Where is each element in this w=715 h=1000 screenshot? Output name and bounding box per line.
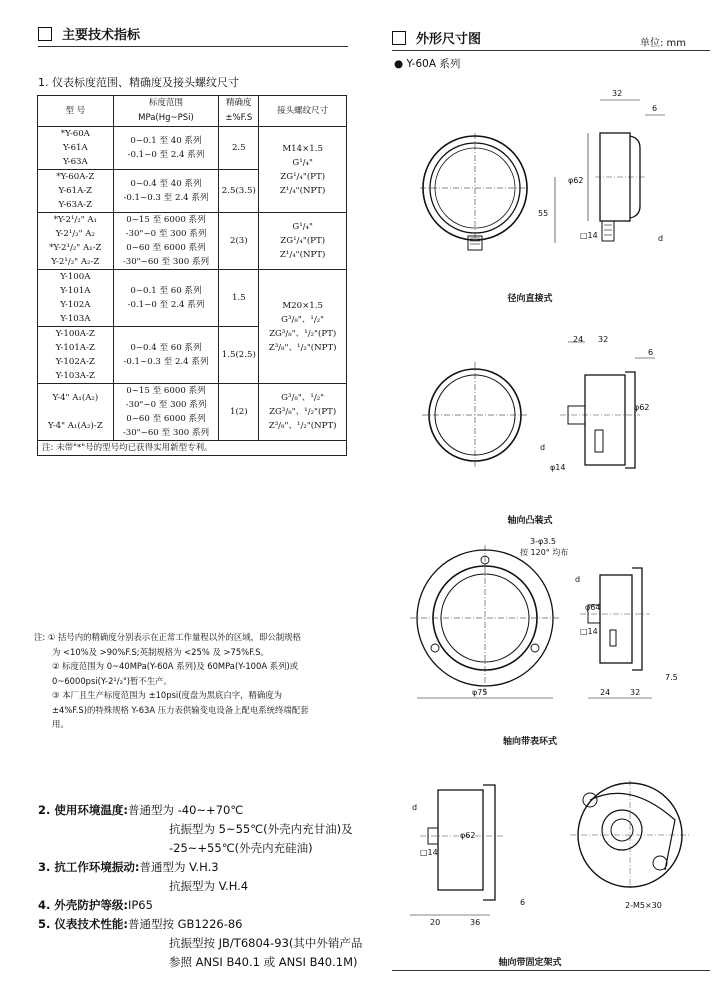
thread-cell [259, 127, 347, 213]
gauge-front-view [410, 545, 560, 698]
accuracy-cell: 1.5(2.5) [219, 327, 259, 384]
thread-value: G³/₈"、¹/₂" [281, 393, 325, 403]
dim-label: φ75 [472, 688, 488, 697]
range-value: -30"~60 至 300 系列 [122, 257, 210, 267]
range-cell [113, 170, 219, 213]
dim-label: 3-φ3.5 [530, 537, 556, 546]
dim-label: □14 [580, 231, 598, 240]
note-line: 注: ① 括号内的精确度分别表示在正常工作量程以外的区域，即公制规格 [34, 632, 301, 642]
model-name: Y-63A [62, 157, 88, 167]
specs-section-header [38, 24, 140, 43]
dim-label: 2-M5×30 [625, 901, 662, 910]
model-name: Y-102A [60, 300, 91, 310]
model-cell [38, 213, 114, 270]
prop-performance [38, 915, 363, 934]
dim-label: φ62 [634, 403, 650, 412]
thread-value: ZG³/₈"、¹/₂"(PT) [269, 328, 337, 339]
note-line: 为 <10%及 >90%F.S;英制规格为 <25% 及 >75%F.S。 [52, 646, 269, 657]
series-name: Y-60A 系列 [406, 58, 461, 70]
thread-value: G¹/₄" [292, 222, 313, 232]
model-name: Y-100A [60, 272, 91, 282]
model-name: Y-102A-Z [55, 357, 95, 367]
header-model: 型 号 [38, 96, 114, 127]
table-footnote-row [38, 441, 347, 456]
thread-value: Z³/₈"、¹/₂"(NPT) [268, 342, 337, 353]
thread-value: G³/₈"、¹/₂" [281, 314, 325, 325]
range-cell [113, 270, 219, 327]
range-value: -30"~0 至 300 系列 [125, 400, 207, 410]
model-name: *Y-2¹/₂" A₁ [53, 215, 98, 225]
model-name: Y-61A-Z [58, 186, 93, 196]
dim-label: □14 [580, 627, 598, 636]
thread-value: Z¹/₄"(NPT) [279, 185, 326, 196]
table-row [38, 270, 347, 327]
table-row [38, 384, 347, 441]
prop-value: 抗振型按 JB/T6804-93(其中外销产品 [169, 936, 363, 950]
dim-label: 32 [612, 89, 623, 98]
dim-label: d [658, 234, 664, 243]
prop-vibration [38, 858, 363, 877]
thread-cell [259, 384, 347, 441]
accuracy-cell: 1.5 [219, 270, 259, 327]
header-accuracy-unit: ±%F.S [225, 113, 253, 123]
dim-label: 32 [598, 335, 609, 344]
dim-label: φ14 [550, 463, 566, 472]
dim-label: 55 [538, 209, 549, 218]
header-range-label: 标度范围 [148, 98, 183, 108]
section-divider [38, 46, 348, 47]
range-value: 0~15 至 6000 系列 [126, 386, 206, 396]
series-label [394, 56, 460, 71]
dim-label: 7.5 [665, 673, 678, 682]
diagram-axial-bracket [390, 760, 715, 950]
table-title: 1. 仪表标度范围、精确度及接头螺纹尺寸 [38, 76, 239, 89]
diagram-axial-boss [390, 330, 715, 510]
range-cell [113, 327, 219, 384]
note-line: 0~6000psi(Y-2¹/₂")暂不生产。 [52, 675, 172, 686]
model-cell [38, 170, 114, 213]
range-value: -0.1~0.3 至 2.4 系列 [123, 193, 209, 203]
dim-label: 36 [470, 918, 481, 927]
accuracy-cell: 1(2) [219, 384, 259, 441]
table-header-row [38, 96, 347, 127]
range-value: 0~0.4 至 60 系列 [130, 343, 202, 353]
section-checkbox-icon [392, 31, 406, 45]
prop-value: 参照 ANSI B40.1 或 ANSI B40.1M) [169, 955, 358, 969]
table-row [38, 127, 347, 170]
thread-value: ZG³/₈"、¹/₂"(PT) [269, 407, 337, 417]
dimension-section-title: 外形尺寸图 [416, 32, 482, 47]
prop-value: 普通型为 -40~+70℃ [127, 803, 244, 817]
accuracy-cell: 2.5 [219, 127, 259, 170]
dim-label: 6 [652, 104, 658, 113]
note-line: ③ 本厂且生产标度范围为 ±10psi(度盘为黑底白字，精确度为 [52, 690, 283, 700]
dim-label: φ62 [460, 831, 476, 840]
dim-label: 32 [630, 688, 641, 697]
diagram-caption: 轴向凸装式 [507, 516, 553, 526]
model-name: Y-4" A₁(A₂)-Z [48, 421, 103, 431]
note-line: 用。 [52, 719, 69, 729]
properties-block [38, 801, 363, 972]
model-name: Y-101A-Z [55, 343, 95, 353]
range-value: -0.1~0.3 至 2.4 系列 [123, 357, 209, 367]
dim-label: 6 [648, 348, 654, 357]
header-range [113, 96, 219, 127]
range-value: 0~0.4 至 40 系列 [130, 179, 202, 189]
thread-value: Z³/₈"、¹/₂"(NPT) [268, 421, 337, 431]
prop-temperature [38, 801, 363, 820]
prop-label: 2. 使用环境温度: [38, 803, 128, 817]
header-accuracy [219, 96, 259, 127]
thread-value: ZG¹/₄"(PT) [280, 171, 326, 182]
prop-value: IP65 [127, 898, 153, 912]
dimension-section-header [392, 28, 481, 47]
header-accuracy-label: 精确度 [226, 98, 252, 108]
dim-label: φ64 [585, 603, 601, 612]
thread-value: G¹/₄" [292, 157, 313, 168]
diagram-caption: 径向直接式 [507, 294, 553, 304]
model-cell [38, 270, 114, 327]
dim-label: d [412, 803, 418, 812]
prop-label: 5. 仪表技术性能: [38, 917, 128, 931]
notes-block [34, 630, 349, 732]
section-checkbox-icon [38, 27, 52, 41]
model-cell [38, 327, 114, 384]
model-name: Y-103A-Z [55, 371, 95, 381]
model-name: Y-103A [60, 314, 91, 324]
dim-label: d [575, 575, 581, 584]
model-name: Y-61A [62, 143, 88, 153]
range-value: -30"~60 至 300 系列 [122, 428, 210, 438]
diagram-axial-ring [390, 530, 715, 730]
model-name: Y-2¹/₂" A₂-Z [51, 257, 100, 267]
thread-value: ZG¹/₄"(PT) [280, 236, 326, 246]
model-name: Y-63A-Z [58, 200, 93, 210]
accuracy-cell: 2.5(3.5) [219, 170, 259, 213]
range-value: 0~60 至 6000 系列 [126, 414, 206, 424]
prop-value: -25~+55℃(外壳内充硅油) [169, 841, 313, 855]
range-cell [113, 213, 219, 270]
thread-cell [259, 213, 347, 270]
range-value: 0~60 至 6000 系列 [126, 243, 206, 253]
dim-label: 按 120° 均布 [520, 548, 569, 557]
range-cell [113, 127, 219, 170]
thread-value: M14×1.5 [282, 143, 323, 154]
section-divider [392, 50, 710, 51]
dim-label: □14 [420, 848, 438, 857]
specs-section-title: 主要技术指标 [62, 28, 141, 43]
prop-label: 3. 抗工作环境振动: [38, 860, 140, 874]
dim-label: 6 [520, 898, 526, 907]
gauge-front-view [420, 133, 530, 250]
bullet-icon: ● [394, 58, 404, 70]
dim-label: 24 [573, 335, 584, 344]
prop-protection [38, 896, 363, 915]
thread-value: Z¹/₄"(NPT) [279, 250, 326, 260]
prop-value: 普通型按 GB1226-86 [127, 917, 243, 931]
spec-table [37, 95, 347, 456]
range-value: -0.1~0 至 2.4 系列 [127, 300, 205, 310]
model-cell [38, 384, 114, 441]
note-line: ±4%F.S)的特殊规格 Y-63A 压力表供输变电设备上配电系统终端配套 [52, 704, 309, 715]
prop-value: 抗振型为 5~55℃(外壳内充甘油)及 [169, 822, 353, 836]
range-value: -0.1~0 至 2.4 系列 [127, 150, 205, 160]
range-cell [113, 384, 219, 441]
accuracy-cell: 2(3) [219, 213, 259, 270]
range-value: -30"~0 至 300 系列 [125, 229, 207, 239]
dim-label: 24 [600, 688, 611, 697]
header-thread: 接头螺纹尺寸 [259, 96, 347, 127]
range-value: 0~0.1 至 60 系列 [130, 286, 202, 296]
unit-label: 单位: mm [640, 38, 687, 49]
range-value: 0~15 至 6000 系列 [126, 215, 206, 225]
note-line: ② 标度范围为 0~40MPa(Y-60A 系列)及 60MPa(Y-100A 系列)或 [52, 661, 299, 671]
prop-value: 普通型为 V.H.3 [139, 860, 219, 874]
dim-label: 20 [430, 918, 441, 927]
dim-label: d [540, 443, 546, 452]
prop-label: 4. 外壳防护等级: [38, 898, 128, 912]
prop-value: 抗振型为 V.H.4 [169, 879, 249, 893]
gauge-front-view [422, 362, 528, 468]
table-row [38, 213, 347, 270]
model-name: Y-2¹/₂" A₂ [55, 229, 95, 239]
range-value: 0~0.1 至 40 系列 [130, 136, 202, 146]
model-name: *Y-60A-Z [56, 172, 95, 182]
model-name: *Y-60A [60, 129, 90, 139]
diagram-radial-direct [390, 78, 715, 288]
model-name: *Y-2¹/₂" A₁-Z [49, 243, 102, 253]
bottom-divider [392, 970, 710, 971]
thread-value: M20×1.5 [282, 300, 323, 311]
dim-label: φ62 [568, 176, 584, 185]
diagram-caption: 轴向带固定架式 [498, 958, 562, 968]
thread-cell [259, 270, 347, 384]
header-range-unit: MPa(Hg~PSi) [138, 113, 194, 123]
table-footnote: 注: 未带"*"号的型号均已获得实用新型专利。 [38, 441, 347, 456]
gauge-back-view [570, 780, 690, 890]
model-name: Y-101A [60, 286, 91, 296]
diagram-caption: 轴向带表环式 [502, 737, 557, 747]
gauge-side-view [555, 100, 665, 243]
model-name: Y-4" A₁(A₂) [52, 393, 99, 403]
model-name: Y-100A-Z [55, 329, 95, 339]
model-cell [38, 127, 114, 170]
